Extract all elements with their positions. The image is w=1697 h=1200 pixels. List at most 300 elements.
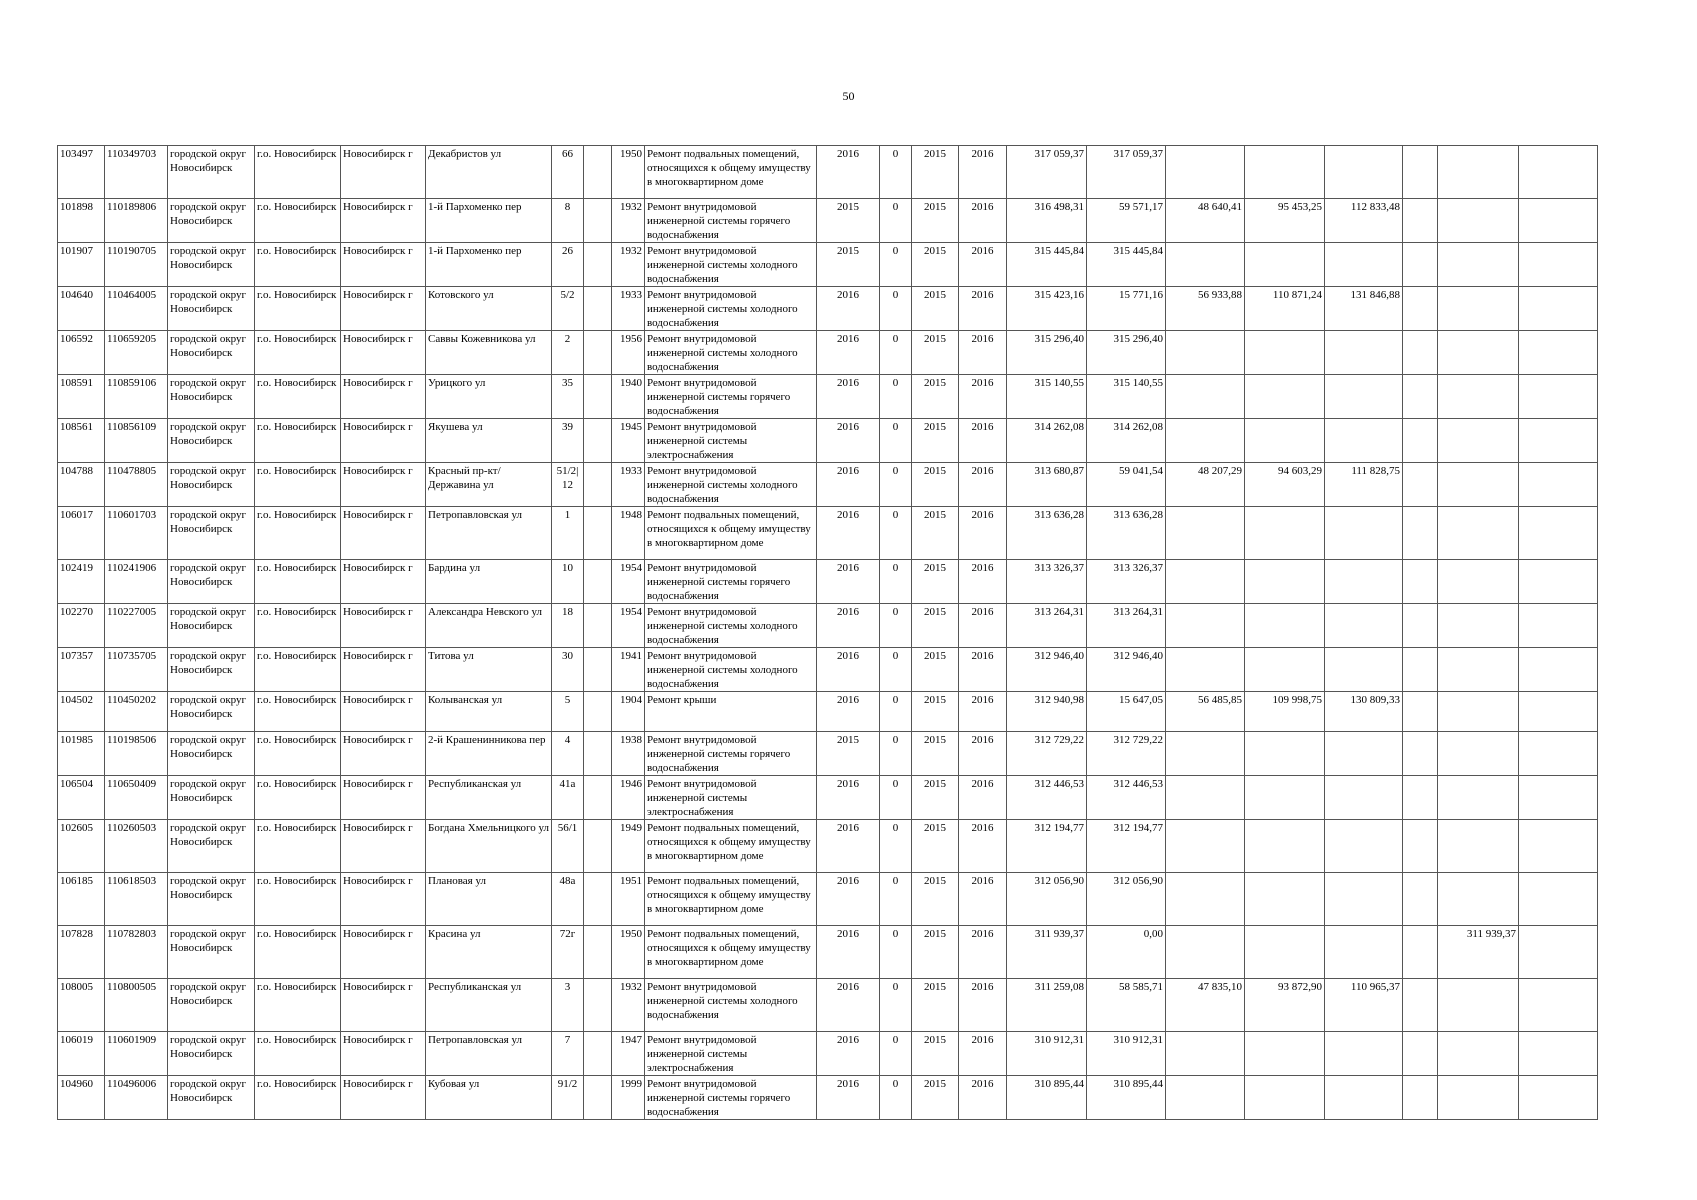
table-row (58, 331, 1598, 375)
house-number-cell: 3 (552, 979, 584, 1032)
year-built-cell: 1949 (612, 820, 645, 873)
amount-e-cell (1403, 732, 1438, 776)
street-cell: Саввы Кожевникова ул (426, 331, 552, 375)
amount-c-cell (1245, 732, 1325, 776)
table-row (58, 820, 1598, 873)
end-year-cell: 2016 (959, 604, 1007, 648)
flag-cell: 0 (880, 776, 912, 820)
row-id: 102270 (58, 604, 105, 648)
amount-d-cell (1325, 507, 1403, 560)
table-row (58, 776, 1598, 820)
year-built-cell: 1954 (612, 604, 645, 648)
total-cost-cell: 316 498,31 (1007, 199, 1087, 243)
house-number-cell: 1 (552, 507, 584, 560)
end-year-cell: 2016 (959, 732, 1007, 776)
flag-cell: 0 (880, 979, 912, 1032)
city-cell: Новосибирск г (341, 926, 426, 979)
city-cell: Новосибирск г (341, 560, 426, 604)
amount-c-cell (1245, 604, 1325, 648)
year-built-cell: 1904 (612, 692, 645, 732)
row-code: 110496006 (105, 1076, 168, 1120)
amount-g-cell (1519, 463, 1598, 507)
work-type-cell: Ремонт внутридомовой инженерной системы горячего водоснабжения (645, 199, 817, 243)
row-id: 106017 (58, 507, 105, 560)
flag-cell: 0 (880, 873, 912, 926)
work-type-cell: Ремонт внутридомовой инженерной системы холодного водоснабжения (645, 331, 817, 375)
start-year-cell: 2015 (912, 287, 959, 331)
house-number-cell: 26 (552, 243, 584, 287)
capital-repair-table (57, 145, 1598, 1120)
amount-e-cell (1403, 419, 1438, 463)
plan-year-cell: 2016 (817, 560, 880, 604)
house-number-cell: 51/2| 12 (552, 463, 584, 507)
end-year-cell: 2016 (959, 820, 1007, 873)
year-built-cell: 1932 (612, 979, 645, 1032)
work-type-cell: Ремонт внутридомовой инженерной системы горячего водоснабжения (645, 1076, 817, 1120)
district-cell: городской округ Новосибирск (168, 648, 255, 692)
amount-f-cell (1438, 375, 1519, 419)
amount-g-cell (1519, 1032, 1598, 1076)
city-cell: Новосибирск г (341, 146, 426, 199)
street-cell: Богдана Хмельницкого ул (426, 820, 552, 873)
street-cell: Республиканская ул (426, 979, 552, 1032)
end-year-cell: 2016 (959, 1076, 1007, 1120)
row-code: 110198506 (105, 732, 168, 776)
flag-cell: 0 (880, 287, 912, 331)
building-cell (584, 820, 612, 873)
table-row (58, 1076, 1598, 1120)
year-built-cell: 1941 (612, 648, 645, 692)
amount-b-cell: 47 835,10 (1166, 979, 1245, 1032)
row-code: 110856109 (105, 419, 168, 463)
building-cell (584, 287, 612, 331)
amount-f-cell (1438, 331, 1519, 375)
table-row (58, 507, 1598, 560)
district-cell: городской округ Новосибирск (168, 776, 255, 820)
flag-cell: 0 (880, 419, 912, 463)
amount-f-cell (1438, 732, 1519, 776)
work-type-cell: Ремонт внутридомовой инженерной системы горячего водоснабжения (645, 732, 817, 776)
house-number-cell: 56/1 (552, 820, 584, 873)
amount-d-cell (1325, 648, 1403, 692)
amount-c-cell (1245, 146, 1325, 199)
end-year-cell: 2016 (959, 776, 1007, 820)
municipality-cell: г.о. Новосибирск (255, 199, 341, 243)
row-code: 110464005 (105, 287, 168, 331)
year-built-cell: 1950 (612, 146, 645, 199)
end-year-cell: 2016 (959, 648, 1007, 692)
building-cell (584, 873, 612, 926)
flag-cell: 0 (880, 926, 912, 979)
amount-g-cell (1519, 287, 1598, 331)
amount-d-cell (1325, 146, 1403, 199)
table-row (58, 243, 1598, 287)
year-built-cell: 1954 (612, 560, 645, 604)
table-row (58, 873, 1598, 926)
house-number-cell: 41а (552, 776, 584, 820)
amount-f-cell (1438, 776, 1519, 820)
street-cell: Кубовая ул (426, 1076, 552, 1120)
amount-a-cell: 15 771,16 (1087, 287, 1166, 331)
year-built-cell: 1951 (612, 873, 645, 926)
amount-g-cell (1519, 419, 1598, 463)
amount-a-cell: 313 636,28 (1087, 507, 1166, 560)
amount-b-cell (1166, 820, 1245, 873)
amount-c-cell (1245, 243, 1325, 287)
municipality-cell: г.о. Новосибирск (255, 692, 341, 732)
district-cell: городской округ Новосибирск (168, 1032, 255, 1076)
amount-g-cell (1519, 648, 1598, 692)
amount-a-cell: 312 194,77 (1087, 820, 1166, 873)
row-code: 110650409 (105, 776, 168, 820)
row-id: 102419 (58, 560, 105, 604)
municipality-cell: г.о. Новосибирск (255, 243, 341, 287)
amount-a-cell: 315 140,55 (1087, 375, 1166, 419)
amount-b-cell: 48 640,41 (1166, 199, 1245, 243)
work-type-cell: Ремонт подвальных помещений, относящихся к общему имуществу в многоквартирном доме (645, 820, 817, 873)
city-cell: Новосибирск г (341, 820, 426, 873)
amount-f-cell (1438, 199, 1519, 243)
row-code: 110450202 (105, 692, 168, 732)
amount-b-cell (1166, 732, 1245, 776)
row-id: 104502 (58, 692, 105, 732)
amount-c-cell (1245, 560, 1325, 604)
district-cell: городской округ Новосибирск (168, 331, 255, 375)
work-type-cell: Ремонт внутридомовой инженерной системы горячего водоснабжения (645, 375, 817, 419)
table-row (58, 560, 1598, 604)
amount-a-cell: 312 446,53 (1087, 776, 1166, 820)
amount-a-cell: 315 296,40 (1087, 331, 1166, 375)
total-cost-cell: 310 895,44 (1007, 1076, 1087, 1120)
amount-e-cell (1403, 926, 1438, 979)
table-body (58, 146, 1598, 1120)
amount-e-cell (1403, 979, 1438, 1032)
house-number-cell: 91/2 (552, 1076, 584, 1120)
total-cost-cell: 315 423,16 (1007, 287, 1087, 331)
plan-year-cell: 2016 (817, 419, 880, 463)
work-type-cell: Ремонт внутридомовой инженерной системы горячего водоснабжения (645, 560, 817, 604)
street-cell: 1-й Пархоменко пер (426, 243, 552, 287)
amount-g-cell (1519, 873, 1598, 926)
building-cell (584, 604, 612, 648)
amount-b-cell (1166, 146, 1245, 199)
plan-year-cell: 2016 (817, 692, 880, 732)
year-built-cell: 1950 (612, 926, 645, 979)
municipality-cell: г.о. Новосибирск (255, 732, 341, 776)
page-number: 50 (842, 89, 855, 103)
house-number-cell: 4 (552, 732, 584, 776)
plan-year-cell: 2016 (817, 463, 880, 507)
city-cell: Новосибирск г (341, 604, 426, 648)
flag-cell: 0 (880, 820, 912, 873)
municipality-cell: г.о. Новосибирск (255, 507, 341, 560)
year-built-cell: 1938 (612, 732, 645, 776)
amount-a-cell: 312 729,22 (1087, 732, 1166, 776)
city-cell: Новосибирск г (341, 287, 426, 331)
plan-year-cell: 2015 (817, 732, 880, 776)
amount-d-cell: 131 846,88 (1325, 287, 1403, 331)
amount-b-cell (1166, 776, 1245, 820)
amount-c-cell (1245, 1032, 1325, 1076)
district-cell: городской округ Новосибирск (168, 692, 255, 732)
amount-d-cell: 130 809,33 (1325, 692, 1403, 732)
plan-year-cell: 2015 (817, 199, 880, 243)
start-year-cell: 2015 (912, 199, 959, 243)
amount-g-cell (1519, 199, 1598, 243)
house-number-cell: 66 (552, 146, 584, 199)
plan-year-cell: 2016 (817, 146, 880, 199)
amount-b-cell (1166, 507, 1245, 560)
amount-b-cell (1166, 604, 1245, 648)
row-id: 101985 (58, 732, 105, 776)
amount-g-cell (1519, 604, 1598, 648)
street-cell: Якушева ул (426, 419, 552, 463)
district-cell: городской округ Новосибирск (168, 243, 255, 287)
amount-f-cell (1438, 287, 1519, 331)
table-row (58, 375, 1598, 419)
end-year-cell: 2016 (959, 692, 1007, 732)
amount-c-cell (1245, 1076, 1325, 1120)
total-cost-cell: 315 296,40 (1007, 331, 1087, 375)
plan-year-cell: 2016 (817, 820, 880, 873)
amount-d-cell (1325, 1032, 1403, 1076)
amount-g-cell (1519, 146, 1598, 199)
amount-b-cell (1166, 419, 1245, 463)
amount-a-cell: 317 059,37 (1087, 146, 1166, 199)
street-cell: Республиканская ул (426, 776, 552, 820)
building-cell (584, 1032, 612, 1076)
amount-f-cell (1438, 146, 1519, 199)
total-cost-cell: 315 445,84 (1007, 243, 1087, 287)
amount-g-cell (1519, 820, 1598, 873)
city-cell: Новосибирск г (341, 1076, 426, 1120)
table-row (58, 979, 1598, 1032)
plan-year-cell: 2016 (817, 331, 880, 375)
amount-g-cell (1519, 375, 1598, 419)
district-cell: городской округ Новосибирск (168, 604, 255, 648)
amount-d-cell (1325, 1076, 1403, 1120)
amount-c-cell (1245, 331, 1325, 375)
end-year-cell: 2016 (959, 375, 1007, 419)
district-cell: городской округ Новосибирск (168, 419, 255, 463)
amount-f-cell (1438, 873, 1519, 926)
flag-cell: 0 (880, 560, 912, 604)
house-number-cell: 2 (552, 331, 584, 375)
amount-a-cell: 58 585,71 (1087, 979, 1166, 1032)
amount-d-cell (1325, 419, 1403, 463)
flag-cell: 0 (880, 1032, 912, 1076)
start-year-cell: 2015 (912, 1032, 959, 1076)
amount-b-cell (1166, 1076, 1245, 1120)
row-id: 107828 (58, 926, 105, 979)
street-cell: Декабристов ул (426, 146, 552, 199)
year-built-cell: 1932 (612, 243, 645, 287)
end-year-cell: 2016 (959, 463, 1007, 507)
row-code: 110782803 (105, 926, 168, 979)
amount-e-cell (1403, 604, 1438, 648)
amount-e-cell (1403, 507, 1438, 560)
work-type-cell: Ремонт подвальных помещений, относящихся к общему имуществу в многоквартирном доме (645, 146, 817, 199)
table-row (58, 692, 1598, 732)
flag-cell: 0 (880, 463, 912, 507)
municipality-cell: г.о. Новосибирск (255, 604, 341, 648)
start-year-cell: 2015 (912, 146, 959, 199)
end-year-cell: 2016 (959, 873, 1007, 926)
total-cost-cell: 313 680,87 (1007, 463, 1087, 507)
work-type-cell: Ремонт внутридомовой инженерной системы холодного водоснабжения (645, 463, 817, 507)
building-cell (584, 979, 612, 1032)
plan-year-cell: 2016 (817, 979, 880, 1032)
amount-e-cell (1403, 375, 1438, 419)
flag-cell: 0 (880, 648, 912, 692)
start-year-cell: 2015 (912, 776, 959, 820)
district-cell: городской округ Новосибирск (168, 926, 255, 979)
street-cell: Плановая ул (426, 873, 552, 926)
amount-d-cell (1325, 732, 1403, 776)
building-cell (584, 463, 612, 507)
city-cell: Новосибирск г (341, 419, 426, 463)
row-code: 110189806 (105, 199, 168, 243)
work-type-cell: Ремонт подвальных помещений, относящихся к общему имуществу в многоквартирном доме (645, 507, 817, 560)
table-row (58, 199, 1598, 243)
flag-cell: 0 (880, 243, 912, 287)
amount-g-cell (1519, 243, 1598, 287)
amount-b-cell: 48 207,29 (1166, 463, 1245, 507)
amount-a-cell: 312 056,90 (1087, 873, 1166, 926)
amount-e-cell (1403, 648, 1438, 692)
amount-c-cell (1245, 926, 1325, 979)
amount-d-cell (1325, 604, 1403, 648)
city-cell: Новосибирск г (341, 199, 426, 243)
start-year-cell: 2015 (912, 692, 959, 732)
amount-c-cell: 93 872,90 (1245, 979, 1325, 1032)
row-code: 110260503 (105, 820, 168, 873)
start-year-cell: 2015 (912, 419, 959, 463)
city-cell: Новосибирск г (341, 507, 426, 560)
amount-d-cell: 111 828,75 (1325, 463, 1403, 507)
flag-cell: 0 (880, 732, 912, 776)
building-cell (584, 776, 612, 820)
house-number-cell: 39 (552, 419, 584, 463)
municipality-cell: г.о. Новосибирск (255, 463, 341, 507)
amount-c-cell (1245, 507, 1325, 560)
plan-year-cell: 2015 (817, 243, 880, 287)
street-cell: Красина ул (426, 926, 552, 979)
flag-cell: 0 (880, 692, 912, 732)
building-cell (584, 926, 612, 979)
start-year-cell: 2015 (912, 873, 959, 926)
total-cost-cell: 310 912,31 (1007, 1032, 1087, 1076)
amount-e-cell (1403, 287, 1438, 331)
total-cost-cell: 313 264,31 (1007, 604, 1087, 648)
amount-c-cell (1245, 419, 1325, 463)
building-cell (584, 732, 612, 776)
amount-d-cell: 112 833,48 (1325, 199, 1403, 243)
table-row (58, 732, 1598, 776)
city-cell: Новосибирск г (341, 873, 426, 926)
row-id: 106592 (58, 331, 105, 375)
amount-b-cell (1166, 331, 1245, 375)
municipality-cell: г.о. Новосибирск (255, 1076, 341, 1120)
municipality-cell: г.о. Новосибирск (255, 560, 341, 604)
total-cost-cell: 311 259,08 (1007, 979, 1087, 1032)
plan-year-cell: 2016 (817, 776, 880, 820)
amount-b-cell (1166, 926, 1245, 979)
plan-year-cell: 2016 (817, 507, 880, 560)
amount-f-cell (1438, 419, 1519, 463)
work-type-cell: Ремонт внутридомовой инженерной системы электроснабжения (645, 1032, 817, 1076)
table-row (58, 419, 1598, 463)
amount-e-cell (1403, 331, 1438, 375)
house-number-cell: 72г (552, 926, 584, 979)
plan-year-cell: 2016 (817, 287, 880, 331)
amount-c-cell (1245, 375, 1325, 419)
city-cell: Новосибирск г (341, 375, 426, 419)
start-year-cell: 2015 (912, 732, 959, 776)
table-row (58, 648, 1598, 692)
work-type-cell: Ремонт крыши (645, 692, 817, 732)
building-cell (584, 146, 612, 199)
amount-g-cell (1519, 692, 1598, 732)
house-number-cell: 10 (552, 560, 584, 604)
year-built-cell: 1948 (612, 507, 645, 560)
municipality-cell: г.о. Новосибирск (255, 375, 341, 419)
total-cost-cell: 312 940,98 (1007, 692, 1087, 732)
row-id: 104960 (58, 1076, 105, 1120)
end-year-cell: 2016 (959, 926, 1007, 979)
city-cell: Новосибирск г (341, 692, 426, 732)
amount-e-cell (1403, 692, 1438, 732)
city-cell: Новосибирск г (341, 776, 426, 820)
amount-b-cell: 56 933,88 (1166, 287, 1245, 331)
amount-c-cell (1245, 648, 1325, 692)
amount-e-cell (1403, 199, 1438, 243)
amount-g-cell (1519, 926, 1598, 979)
row-code: 110859106 (105, 375, 168, 419)
street-cell: Котовского ул (426, 287, 552, 331)
municipality-cell: г.о. Новосибирск (255, 146, 341, 199)
amount-g-cell (1519, 979, 1598, 1032)
start-year-cell: 2015 (912, 604, 959, 648)
amount-a-cell: 15 647,05 (1087, 692, 1166, 732)
municipality-cell: г.о. Новосибирск (255, 926, 341, 979)
start-year-cell: 2015 (912, 926, 959, 979)
district-cell: городской округ Новосибирск (168, 146, 255, 199)
row-code: 110601703 (105, 507, 168, 560)
district-cell: городской округ Новосибирск (168, 820, 255, 873)
amount-b-cell (1166, 1032, 1245, 1076)
work-type-cell: Ремонт внутридомовой инженерной системы холодного водоснабжения (645, 979, 817, 1032)
amount-d-cell (1325, 243, 1403, 287)
amount-a-cell: 313 326,37 (1087, 560, 1166, 604)
row-code: 110659205 (105, 331, 168, 375)
amount-e-cell (1403, 1032, 1438, 1076)
row-code: 110800505 (105, 979, 168, 1032)
row-code: 110349703 (105, 146, 168, 199)
flag-cell: 0 (880, 1076, 912, 1120)
amount-f-cell (1438, 604, 1519, 648)
amount-f-cell (1438, 648, 1519, 692)
start-year-cell: 2015 (912, 979, 959, 1032)
amount-b-cell (1166, 560, 1245, 604)
amount-g-cell (1519, 507, 1598, 560)
row-id: 104788 (58, 463, 105, 507)
table-row (58, 463, 1598, 507)
start-year-cell: 2015 (912, 375, 959, 419)
work-type-cell: Ремонт подвальных помещений, относящихся к общему имуществу в многоквартирном доме (645, 926, 817, 979)
building-cell (584, 692, 612, 732)
row-id: 106185 (58, 873, 105, 926)
